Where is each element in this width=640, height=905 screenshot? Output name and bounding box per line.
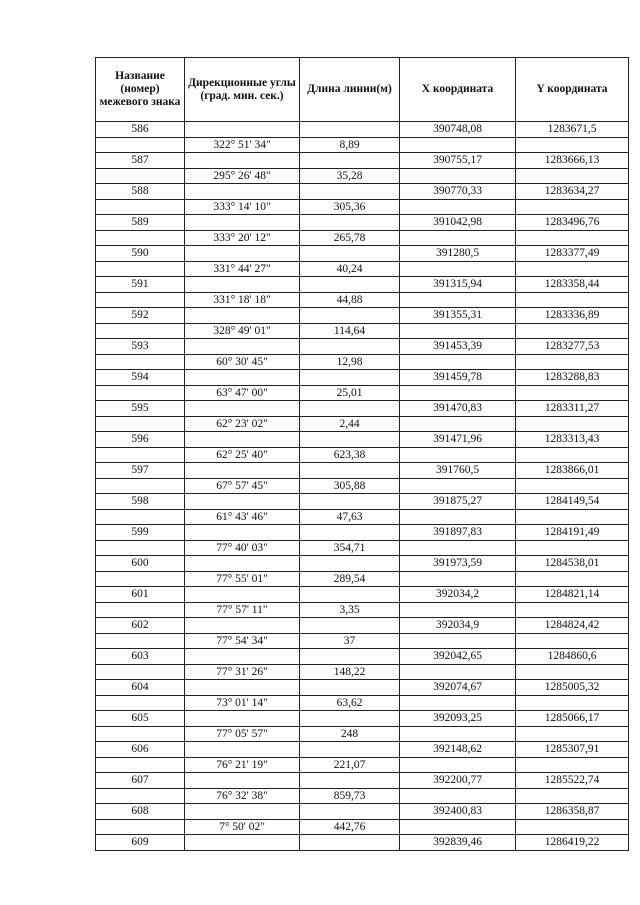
table-row — [96, 742, 629, 758]
length-cell-empty — [300, 835, 400, 851]
x-coordinate-cell: 391973,59 — [400, 556, 516, 572]
point-name-cell-empty — [96, 633, 185, 649]
angle-cell-empty — [185, 835, 300, 851]
table-row — [96, 571, 629, 587]
y-coordinate-cell: 1283358,44 — [516, 277, 629, 293]
direction-angle-cell: 76° 21' 19" — [185, 757, 300, 773]
line-length-cell: 44,88 — [300, 292, 400, 308]
angle-cell-empty — [185, 556, 300, 572]
angle-cell-empty — [185, 525, 300, 541]
table-row — [96, 788, 629, 804]
point-name-cell: 597 — [96, 463, 185, 479]
x-coordinate-cell-empty — [400, 509, 516, 525]
table-row — [96, 184, 629, 200]
table-row — [96, 261, 629, 277]
point-name-cell: 603 — [96, 649, 185, 665]
x-coordinate-cell-empty — [400, 571, 516, 587]
x-coordinate-cell-empty — [400, 447, 516, 463]
x-coordinate-cell: 391897,83 — [400, 525, 516, 541]
point-name-cell: 601 — [96, 587, 185, 603]
table-row — [96, 401, 629, 417]
angle-cell-empty — [185, 277, 300, 293]
direction-angle-cell: 63° 47' 00" — [185, 385, 300, 401]
length-cell-empty — [300, 432, 400, 448]
length-cell-empty — [300, 246, 400, 262]
line-length-cell: 40,24 — [300, 261, 400, 277]
y-coordinate-cell-empty — [516, 540, 629, 556]
point-name-cell-empty — [96, 819, 185, 835]
x-coordinate-cell: 391470,83 — [400, 401, 516, 417]
line-length-cell: 148,22 — [300, 664, 400, 680]
angle-cell-empty — [185, 308, 300, 324]
table-row — [96, 308, 629, 324]
direction-angle-cell: 62° 25' 40" — [185, 447, 300, 463]
x-coordinate-cell-empty — [400, 385, 516, 401]
y-coordinate-cell: 1285522,74 — [516, 773, 629, 789]
table-row — [96, 385, 629, 401]
table-row — [96, 602, 629, 618]
table-row — [96, 633, 629, 649]
table-row — [96, 819, 629, 835]
point-name-cell-empty — [96, 292, 185, 308]
table-row — [96, 323, 629, 339]
table-row — [96, 757, 629, 773]
y-coordinate-cell-empty — [516, 633, 629, 649]
point-name-cell: 598 — [96, 494, 185, 510]
x-coordinate-cell-empty — [400, 478, 516, 494]
line-length-cell: 623,38 — [300, 447, 400, 463]
table-row — [96, 509, 629, 525]
y-coordinate-cell-empty — [516, 602, 629, 618]
length-cell-empty — [300, 773, 400, 789]
line-length-cell: 37 — [300, 633, 400, 649]
table-row — [96, 153, 629, 169]
y-coordinate-cell: 1283496,76 — [516, 215, 629, 231]
length-cell-empty — [300, 680, 400, 696]
angle-cell-empty — [185, 494, 300, 510]
point-name-cell-empty — [96, 788, 185, 804]
point-name-cell: 587 — [96, 153, 185, 169]
angle-cell-empty — [185, 773, 300, 789]
table-row — [96, 556, 629, 572]
x-coordinate-cell: 391453,39 — [400, 339, 516, 355]
x-coordinate-cell-empty — [400, 137, 516, 153]
point-name-cell: 606 — [96, 742, 185, 758]
table-row — [96, 432, 629, 448]
x-coordinate-cell: 392034,9 — [400, 618, 516, 634]
y-coordinate-cell-empty — [516, 137, 629, 153]
table-row — [96, 246, 629, 262]
line-length-cell: 114,64 — [300, 323, 400, 339]
y-coordinate-cell-empty — [516, 447, 629, 463]
direction-angle-cell: 67° 57' 45" — [185, 478, 300, 494]
x-coordinate-cell-empty — [400, 199, 516, 215]
length-cell-empty — [300, 122, 400, 138]
x-coordinate-cell: 392400,83 — [400, 804, 516, 820]
table-row — [96, 587, 629, 603]
point-name-cell: 589 — [96, 215, 185, 231]
length-cell-empty — [300, 494, 400, 510]
x-coordinate-cell: 390770,33 — [400, 184, 516, 200]
y-coordinate-cell: 1283336,89 — [516, 308, 629, 324]
line-length-cell: 248 — [300, 726, 400, 742]
length-cell-empty — [300, 277, 400, 293]
y-coordinate-cell-empty — [516, 726, 629, 742]
y-coordinate-cell-empty — [516, 323, 629, 339]
table-row — [96, 122, 629, 138]
table-row — [96, 447, 629, 463]
angle-cell-empty — [185, 680, 300, 696]
y-coordinate-cell-empty — [516, 168, 629, 184]
table-row — [96, 199, 629, 215]
line-length-cell: 35,28 — [300, 168, 400, 184]
x-coordinate-cell: 390755,17 — [400, 153, 516, 169]
angle-cell-empty — [185, 370, 300, 386]
angle-cell-empty — [185, 184, 300, 200]
y-coordinate-cell: 1285307,91 — [516, 742, 629, 758]
table-row — [96, 354, 629, 370]
y-coordinate-cell: 1284824,42 — [516, 618, 629, 634]
point-name-cell: 607 — [96, 773, 185, 789]
direction-angle-cell: 7° 50' 02" — [185, 819, 300, 835]
x-coordinate-cell: 392839,46 — [400, 835, 516, 851]
x-coordinate-cell-empty — [400, 695, 516, 711]
angle-cell-empty — [185, 153, 300, 169]
point-name-cell: 602 — [96, 618, 185, 634]
table-header-row — [96, 58, 629, 122]
length-cell-empty — [300, 215, 400, 231]
point-name-cell-empty — [96, 230, 185, 246]
header-point-name: Название (номер) межевого знака — [96, 58, 185, 122]
table-row — [96, 277, 629, 293]
angle-cell-empty — [185, 339, 300, 355]
point-name-cell: 594 — [96, 370, 185, 386]
y-coordinate-cell-empty — [516, 230, 629, 246]
point-name-cell-empty — [96, 509, 185, 525]
x-coordinate-cell: 392042,65 — [400, 649, 516, 665]
y-coordinate-cell-empty — [516, 788, 629, 804]
y-coordinate-cell-empty — [516, 664, 629, 680]
point-name-cell-empty — [96, 354, 185, 370]
x-coordinate-cell-empty — [400, 292, 516, 308]
y-coordinate-cell-empty — [516, 385, 629, 401]
direction-angle-cell: 328° 49' 01" — [185, 323, 300, 339]
x-coordinate-cell-empty — [400, 757, 516, 773]
x-coordinate-cell-empty — [400, 323, 516, 339]
y-coordinate-cell: 1284821,14 — [516, 587, 629, 603]
header-line-length: Длина линии(м) — [300, 58, 400, 122]
point-name-cell: 600 — [96, 556, 185, 572]
point-name-cell: 593 — [96, 339, 185, 355]
point-name-cell-empty — [96, 571, 185, 587]
y-coordinate-cell: 1284149,54 — [516, 494, 629, 510]
line-length-cell: 305,88 — [300, 478, 400, 494]
table-row — [96, 618, 629, 634]
x-coordinate-cell-empty — [400, 230, 516, 246]
table-row — [96, 416, 629, 432]
angle-cell-empty — [185, 618, 300, 634]
point-name-cell: 609 — [96, 835, 185, 851]
point-name-cell-empty — [96, 478, 185, 494]
header-y-coordinate: Y координата — [516, 58, 629, 122]
y-coordinate-cell-empty — [516, 292, 629, 308]
point-name-cell: 605 — [96, 711, 185, 727]
line-length-cell: 221,07 — [300, 757, 400, 773]
direction-angle-cell: 61° 43' 46" — [185, 509, 300, 525]
table-row — [96, 370, 629, 386]
x-coordinate-cell: 391315,94 — [400, 277, 516, 293]
table-row — [96, 773, 629, 789]
length-cell-empty — [300, 401, 400, 417]
length-cell-empty — [300, 525, 400, 541]
length-cell-empty — [300, 153, 400, 169]
angle-cell-empty — [185, 649, 300, 665]
line-length-cell: 3,35 — [300, 602, 400, 618]
table-row — [96, 804, 629, 820]
y-coordinate-cell: 1283311,27 — [516, 401, 629, 417]
x-coordinate-cell: 391760,5 — [400, 463, 516, 479]
y-coordinate-cell: 1283666,13 — [516, 153, 629, 169]
x-coordinate-cell: 391471,96 — [400, 432, 516, 448]
y-coordinate-cell-empty — [516, 819, 629, 835]
table-row — [96, 478, 629, 494]
x-coordinate-cell: 392200,77 — [400, 773, 516, 789]
point-name-cell-empty — [96, 168, 185, 184]
direction-angle-cell: 62° 23' 02" — [185, 416, 300, 432]
line-length-cell: 47,63 — [300, 509, 400, 525]
x-coordinate-cell: 391875,27 — [400, 494, 516, 510]
point-name-cell-empty — [96, 416, 185, 432]
table-row — [96, 230, 629, 246]
direction-angle-cell: 322° 51' 34" — [185, 137, 300, 153]
y-coordinate-cell: 1284191,49 — [516, 525, 629, 541]
x-coordinate-cell-empty — [400, 540, 516, 556]
table-row — [96, 339, 629, 355]
x-coordinate-cell: 390748,08 — [400, 122, 516, 138]
y-coordinate-cell: 1283866,01 — [516, 463, 629, 479]
angle-cell-empty — [185, 742, 300, 758]
direction-angle-cell: 331° 44' 27" — [185, 261, 300, 277]
point-name-cell-empty — [96, 447, 185, 463]
table-row — [96, 137, 629, 153]
y-coordinate-cell-empty — [516, 509, 629, 525]
line-length-cell: 265,78 — [300, 230, 400, 246]
point-name-cell: 591 — [96, 277, 185, 293]
length-cell-empty — [300, 184, 400, 200]
y-coordinate-cell-empty — [516, 757, 629, 773]
point-name-cell-empty — [96, 695, 185, 711]
y-coordinate-cell: 1284860,6 — [516, 649, 629, 665]
table-row — [96, 292, 629, 308]
direction-angle-cell: 77° 05' 57" — [185, 726, 300, 742]
direction-angle-cell: 60° 30' 45" — [185, 354, 300, 370]
angle-cell-empty — [185, 463, 300, 479]
point-name-cell-empty — [96, 199, 185, 215]
point-name-cell: 586 — [96, 122, 185, 138]
table-row — [96, 835, 629, 851]
y-coordinate-cell-empty — [516, 571, 629, 587]
header-x-coordinate: X координата — [400, 58, 516, 122]
angle-cell-empty — [185, 122, 300, 138]
length-cell-empty — [300, 618, 400, 634]
x-coordinate-cell-empty — [400, 261, 516, 277]
table-body — [96, 122, 629, 851]
x-coordinate-cell: 391355,31 — [400, 308, 516, 324]
table-row — [96, 680, 629, 696]
table-row — [96, 664, 629, 680]
x-coordinate-cell: 391042,98 — [400, 215, 516, 231]
angle-cell-empty — [185, 246, 300, 262]
point-name-cell: 596 — [96, 432, 185, 448]
direction-angle-cell: 295° 26' 48" — [185, 168, 300, 184]
point-name-cell-empty — [96, 385, 185, 401]
direction-angle-cell: 333° 20' 12" — [185, 230, 300, 246]
direction-angle-cell: 77° 31' 26" — [185, 664, 300, 680]
x-coordinate-cell-empty — [400, 602, 516, 618]
line-length-cell: 8,89 — [300, 137, 400, 153]
angle-cell-empty — [185, 711, 300, 727]
y-coordinate-cell-empty — [516, 695, 629, 711]
direction-angle-cell: 73° 01' 14" — [185, 695, 300, 711]
y-coordinate-cell: 1283313,43 — [516, 432, 629, 448]
x-coordinate-cell: 391459,78 — [400, 370, 516, 386]
point-name-cell-empty — [96, 602, 185, 618]
angle-cell-empty — [185, 215, 300, 231]
angle-cell-empty — [185, 804, 300, 820]
table-row — [96, 525, 629, 541]
y-coordinate-cell: 1283634,27 — [516, 184, 629, 200]
direction-angle-cell: 331° 18' 18" — [185, 292, 300, 308]
length-cell-empty — [300, 556, 400, 572]
angle-cell-empty — [185, 401, 300, 417]
point-name-cell: 608 — [96, 804, 185, 820]
direction-angle-cell: 77° 57' 11" — [185, 602, 300, 618]
y-coordinate-cell: 1285066,17 — [516, 711, 629, 727]
x-coordinate-cell-empty — [400, 168, 516, 184]
y-coordinate-cell-empty — [516, 416, 629, 432]
table-row — [96, 711, 629, 727]
x-coordinate-cell-empty — [400, 788, 516, 804]
table-row — [96, 215, 629, 231]
x-coordinate-cell-empty — [400, 664, 516, 680]
point-name-cell-empty — [96, 664, 185, 680]
y-coordinate-cell-empty — [516, 199, 629, 215]
table-row — [96, 168, 629, 184]
length-cell-empty — [300, 711, 400, 727]
x-coordinate-cell: 392034,2 — [400, 587, 516, 603]
x-coordinate-cell-empty — [400, 416, 516, 432]
point-name-cell-empty — [96, 323, 185, 339]
direction-angle-cell: 77° 55' 01" — [185, 571, 300, 587]
x-coordinate-cell-empty — [400, 354, 516, 370]
table-row — [96, 649, 629, 665]
direction-angle-cell: 77° 54' 34" — [185, 633, 300, 649]
x-coordinate-cell: 392074,67 — [400, 680, 516, 696]
y-coordinate-cell: 1284538,01 — [516, 556, 629, 572]
x-coordinate-cell-empty — [400, 819, 516, 835]
length-cell-empty — [300, 587, 400, 603]
line-length-cell: 442,76 — [300, 819, 400, 835]
line-length-cell: 354,71 — [300, 540, 400, 556]
y-coordinate-cell-empty — [516, 261, 629, 277]
point-name-cell: 592 — [96, 308, 185, 324]
point-name-cell: 590 — [96, 246, 185, 262]
x-coordinate-cell: 392093,25 — [400, 711, 516, 727]
line-length-cell: 305,36 — [300, 199, 400, 215]
x-coordinate-cell: 391280,5 — [400, 246, 516, 262]
length-cell-empty — [300, 339, 400, 355]
angle-cell-empty — [185, 587, 300, 603]
line-length-cell: 63,62 — [300, 695, 400, 711]
line-length-cell: 859,73 — [300, 788, 400, 804]
line-length-cell: 2,44 — [300, 416, 400, 432]
x-coordinate-cell-empty — [400, 726, 516, 742]
y-coordinate-cell: 1283671,5 — [516, 122, 629, 138]
table-row — [96, 726, 629, 742]
table-row — [96, 463, 629, 479]
length-cell-empty — [300, 308, 400, 324]
x-coordinate-cell: 392148,62 — [400, 742, 516, 758]
angle-cell-empty — [185, 432, 300, 448]
boundary-points-table — [95, 57, 629, 851]
y-coordinate-cell: 1285005,32 — [516, 680, 629, 696]
direction-angle-cell: 77° 40' 03" — [185, 540, 300, 556]
y-coordinate-cell: 1286358,87 — [516, 804, 629, 820]
point-name-cell-empty — [96, 757, 185, 773]
point-name-cell: 588 — [96, 184, 185, 200]
y-coordinate-cell-empty — [516, 354, 629, 370]
y-coordinate-cell: 1283277,53 — [516, 339, 629, 355]
point-name-cell: 599 — [96, 525, 185, 541]
y-coordinate-cell: 1283288,83 — [516, 370, 629, 386]
line-length-cell: 289,54 — [300, 571, 400, 587]
y-coordinate-cell: 1283377,49 — [516, 246, 629, 262]
length-cell-empty — [300, 649, 400, 665]
length-cell-empty — [300, 463, 400, 479]
table-row — [96, 494, 629, 510]
point-name-cell-empty — [96, 137, 185, 153]
length-cell-empty — [300, 370, 400, 386]
point-name-cell-empty — [96, 726, 185, 742]
y-coordinate-cell-empty — [516, 478, 629, 494]
point-name-cell-empty — [96, 540, 185, 556]
point-name-cell: 604 — [96, 680, 185, 696]
direction-angle-cell: 76° 32' 38" — [185, 788, 300, 804]
point-name-cell-empty — [96, 261, 185, 277]
point-name-cell: 595 — [96, 401, 185, 417]
table-row — [96, 540, 629, 556]
header-direction-angle: Дирекционные углы (град. мин. сек.) — [185, 58, 300, 122]
length-cell-empty — [300, 804, 400, 820]
direction-angle-cell: 333° 14' 10" — [185, 199, 300, 215]
table-row — [96, 695, 629, 711]
line-length-cell: 25,01 — [300, 385, 400, 401]
line-length-cell: 12,98 — [300, 354, 400, 370]
x-coordinate-cell-empty — [400, 633, 516, 649]
length-cell-empty — [300, 742, 400, 758]
y-coordinate-cell: 1286419,22 — [516, 835, 629, 851]
